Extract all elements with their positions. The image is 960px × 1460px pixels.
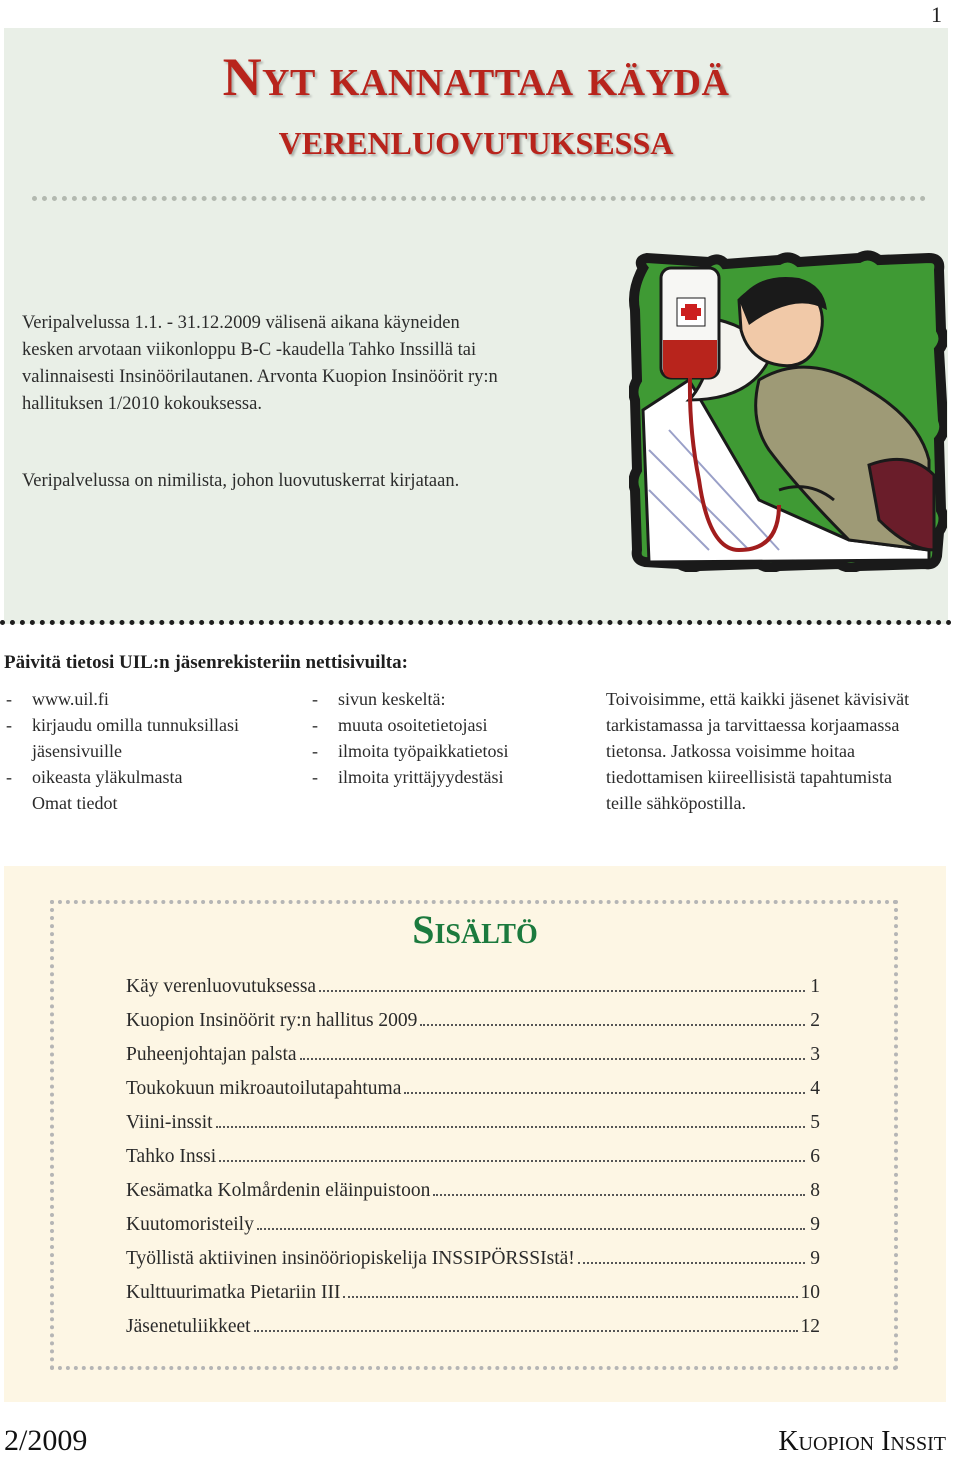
update-heading: Päivitä tietosi UIL:n jäsenrekisteriin nettisivuilta: [4, 652, 408, 673]
update-step-continued: Omat tiedot [32, 793, 118, 813]
feature-box [4, 28, 948, 624]
toc-item-label: Työllistä aktiivinen insinööriopiskelija INSSIPÖRSSIstä! [126, 1248, 575, 1269]
table-of-contents [4, 866, 946, 1402]
toc-item-label: Kuopion Insinöörit ry:n hallitus 2009 [126, 1010, 418, 1031]
toc-item[interactable] [126, 1180, 820, 1214]
update-step: oikeasta yläkulmasta [32, 767, 183, 787]
toc-item[interactable] [126, 1112, 820, 1146]
toc-leader-dots [420, 1024, 805, 1026]
blood-donor-illustration [629, 250, 947, 572]
update-steps-column-2: - sivun keskeltä: - muuta osoitetietojasi - ilmoita työpaikkatietosi - ilmoita yrittäjyydestäsi [312, 686, 592, 790]
toc-item-label: Käy verenluovutuksessa [126, 976, 317, 997]
toc-item-page: 9 [810, 1248, 820, 1269]
intro-paragraph-2: Veripalvelussa on nimilista, johon luovutuskerrat kirjataan. [22, 471, 460, 491]
toc-item-page: 2 [810, 1010, 820, 1031]
toc-item-page: 6 [810, 1146, 820, 1167]
update-step-continued: jäsensivuille [32, 741, 122, 761]
toc-item-page: 8 [810, 1180, 820, 1201]
toc-item-page: 1 [810, 976, 820, 997]
intro-paragraph: Veripalvelussa 1.1. - 31.12.2009 välisenä aikana käyneiden kesken arvotaan viikonloppu B-C -kaudella Tahko Inssillä tai valinnaisesti Insinöörilautanen. Arvonta Kuopion Insinöörit ry:n hallituksen 1/2010 kokouksessa. [22, 313, 498, 414]
toc-item-label: Kuutomoristeily [126, 1214, 254, 1235]
update-step: sivun keskeltä: [338, 689, 446, 709]
toc-leader-dots [300, 1058, 805, 1060]
update-note: Toivoisimme, että kaikki jäsenet kävisivät tarkistamassa ja tarvittaessa korjaamassa tietonsa. Jatkossa voisimme hoitaa tiedottamisen kiireellisistä tapahtumista teille sähköpostilla. [606, 689, 910, 813]
toc-item[interactable] [126, 1316, 820, 1350]
toc-item-label: Tahko Inssi [126, 1146, 217, 1167]
toc-leader-dots [254, 1330, 798, 1332]
toc-item-page: 3 [810, 1044, 820, 1065]
toc-leader-dots [404, 1092, 805, 1094]
toc-list [126, 976, 820, 1350]
dotted-divider [32, 196, 926, 201]
toc-leader-dots [216, 1126, 805, 1128]
toc-item-page: 12 [800, 1316, 820, 1337]
toc-leader-dots [578, 1262, 805, 1264]
toc-item-label: Puheenjohtajan palsta [126, 1044, 297, 1065]
toc-leader-dots [319, 990, 805, 992]
section-divider [0, 620, 952, 625]
page-number: 1 [931, 2, 942, 27]
toc-leader-dots [219, 1160, 805, 1162]
toc-item-page: 9 [810, 1214, 820, 1235]
toc-item-label: Kulttuurimatka Pietariin III [126, 1282, 341, 1303]
publication-title: Kuopion Inssit [778, 1426, 946, 1457]
toc-item[interactable] [126, 1044, 820, 1078]
toc-item[interactable] [126, 976, 820, 1010]
uil-link[interactable]: www.uil.fi [32, 689, 109, 709]
toc-item[interactable] [126, 1146, 820, 1180]
toc-leader-dots [257, 1228, 805, 1230]
toc-item-page: 5 [810, 1112, 820, 1133]
update-step: kirjaudu omilla tunnuksillasi [32, 715, 239, 735]
toc-item-page: 4 [810, 1078, 820, 1099]
update-step: ilmoita yrittäjyydestäsi [338, 767, 504, 787]
toc-title: Sisältö [412, 907, 538, 952]
issue-number: 2/2009 [4, 1424, 88, 1457]
toc-item-label: Viini-inssit [126, 1112, 213, 1133]
toc-item-label: Jäsenetuliikkeet [126, 1316, 251, 1337]
update-steps-column-1: - www.uil.fi - kirjaudu omilla tunnuksillasi jäsensivuille - oikeasta yläkulmasta Omat tiedot [6, 686, 306, 816]
toc-item[interactable] [126, 1214, 820, 1248]
headline-line1: Nyt kannattaa käydä [222, 47, 730, 107]
toc-item-page: 10 [800, 1282, 820, 1303]
toc-item[interactable] [126, 1282, 820, 1316]
toc-item[interactable] [126, 1078, 820, 1112]
headline-line2: verenluovutuksessa [278, 113, 674, 164]
toc-item[interactable] [126, 1010, 820, 1044]
update-step: ilmoita työpaikkatietosi [338, 741, 509, 761]
toc-leader-dots [433, 1194, 805, 1196]
toc-item-label: Toukokuun mikroautoilutapahtuma [126, 1078, 402, 1099]
update-step: muuta osoitetietojasi [338, 715, 488, 735]
toc-item-label: Kesämatka Kolmårdenin eläinpuistoon [126, 1180, 431, 1201]
toc-item[interactable] [126, 1248, 820, 1282]
toc-leader-dots [343, 1296, 797, 1298]
